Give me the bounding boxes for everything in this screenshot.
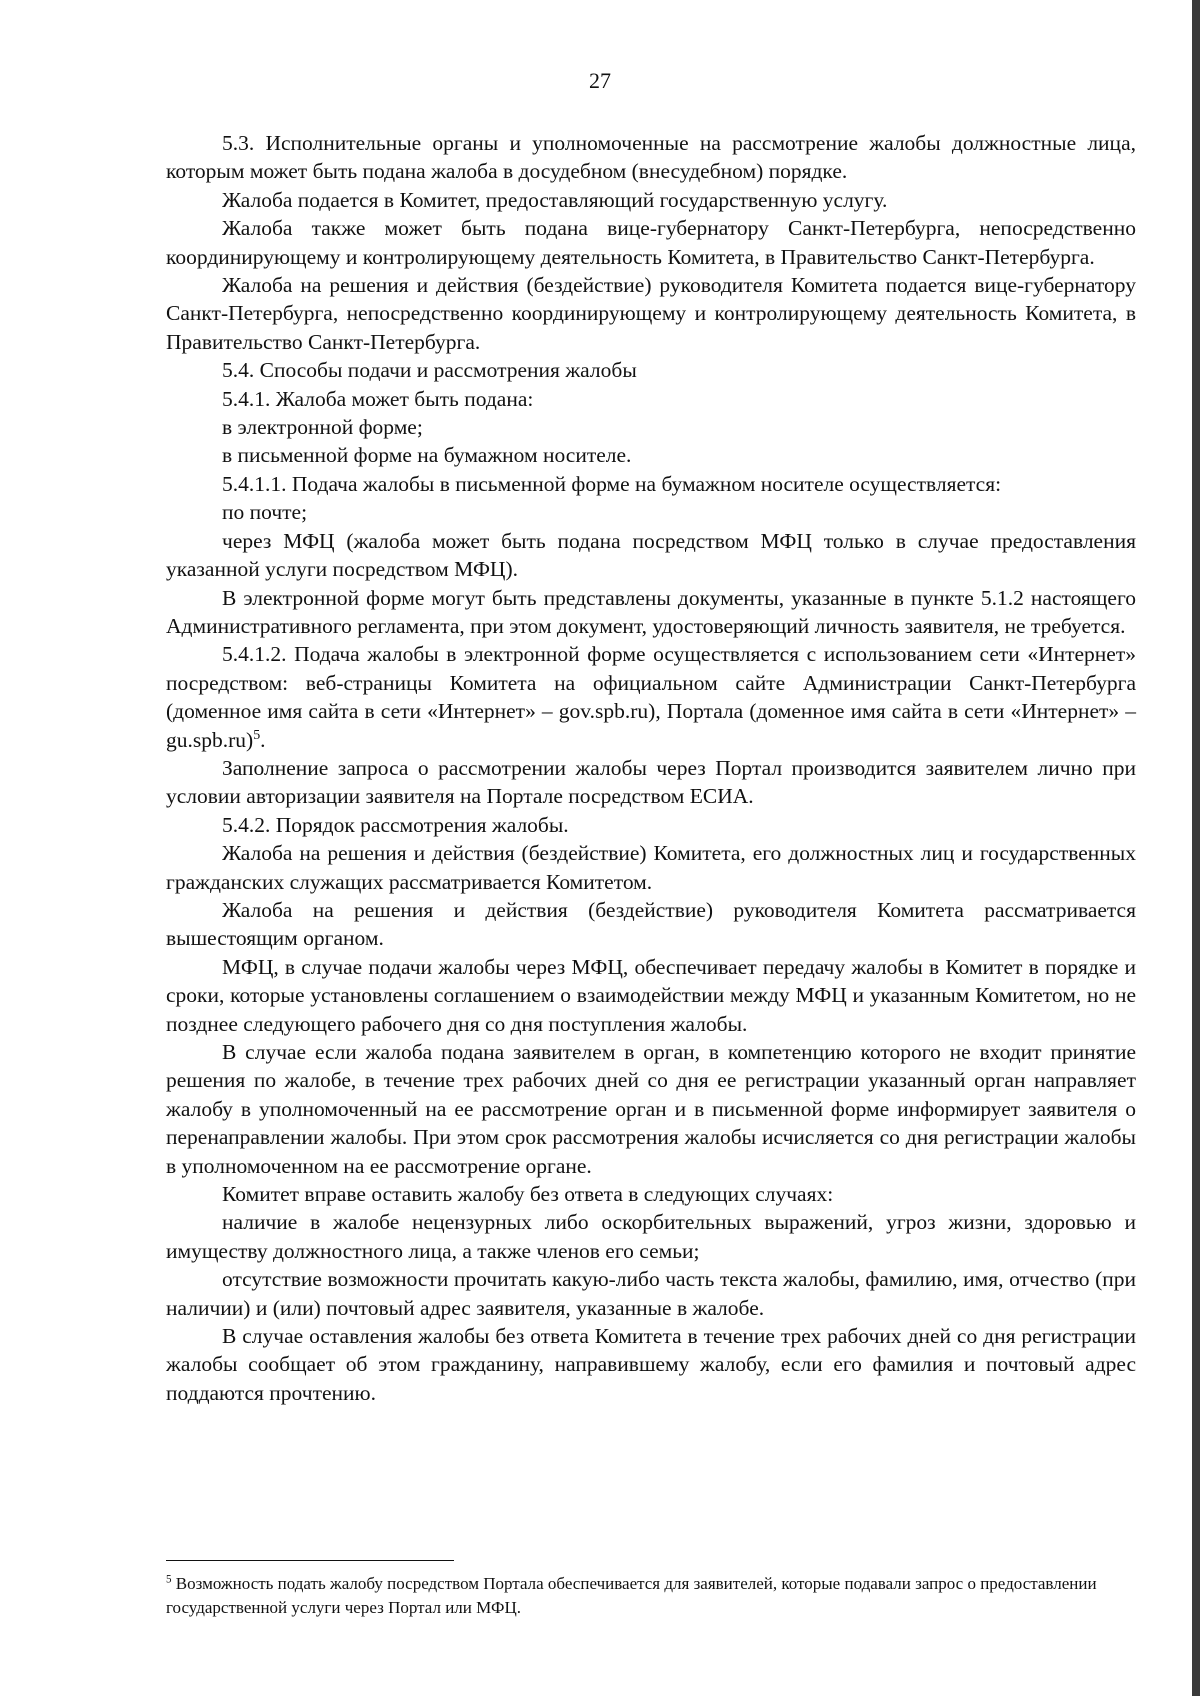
paragraph-5-3: 5.3. Исполнительные органы и уполномоченные на рассмотрение жалобы должностные лица, которым может быть подана жалоба в досудебном (внесудебном) порядке. xyxy=(166,131,1136,184)
paragraph-higher-body-review: Жалоба на решения и действия (бездействие) руководителя Комитета рассматривается вышестоящим органом. xyxy=(166,897,1136,951)
paragraph-obscene-language: наличие в жалобе нецензурных либо оскорбительных выражений, угроз жизни, здоровью и имуществу должностного лица, а также членов его семьи; xyxy=(166,1210,1136,1263)
page-number: 27 xyxy=(589,68,611,93)
paragraph-committee-review: Жалоба на решения и действия (бездействие) Комитета, его должностных лиц и государственных гражданских служащих рассматривается Комитетом. xyxy=(166,841,1136,894)
paragraph-leave-unanswered: Комитет вправе оставить жалобу без ответа в следующих случаях: xyxy=(222,1182,834,1207)
paragraph-notify-citizen: В случае оставления жалобы без ответа Комитета в течение трех рабочих дней со дня регистрации жалобы сообщает об этом гражданину, направившему жалобу, если его фамилия и почтовый адрес поддаются прочтению. xyxy=(166,1324,1136,1405)
paragraph-5-4-1-2-text: 5.4.1.2. Подача жалобы в электронной форме осуществляется с использованием сети «Интернет» посредством: веб-страницы Комитета на официальном сайте Администрации Санкт-Петербурга (доменное имя сайта в сети «Интернет» – gov.spb.ru), Портала (доменное имя сайта в сети «Интернет» – gu.spb.ru) xyxy=(166,642,1136,752)
paragraph-5-4-1: 5.4.1. Жалоба может быть подана: xyxy=(222,386,534,411)
footnote xyxy=(166,1572,1136,1620)
footnote-marker: 5 xyxy=(166,1573,172,1586)
scan-page-edge xyxy=(1192,0,1200,1696)
footnote-reference: 5 xyxy=(253,727,261,743)
paragraph-5-4-1-2 xyxy=(166,640,1136,754)
paragraph-5-4-1-1: 5.4.1.1. Подача жалобы в письменной форме на бумажном носителе осуществляется: xyxy=(222,471,1002,496)
paragraph-redirect: В случае если жалоба подана заявителем в орган, в компетенцию которого не входит принятие решения по жалобе, в течение трех рабочих дней со дня ее регистрации указанный орган направляет жалобу в уполномоченный на ее рассмотрение орган и в письменной форме информирует заявителя о перенаправлении жалобы. При этом срок рассмотрения жалобы исчисляется со дня регистрации жалобы в уполномоченном на ее рассмотрение органе. xyxy=(166,1040,1136,1178)
paragraph-electronic-form: в электронной форме; xyxy=(222,415,423,440)
paragraph-via-mfc: через МФЦ (жалоба может быть подана посредством МФЦ только в случае предоставления указанной услуги посредством МФЦ). xyxy=(166,528,1136,582)
paragraph-complaint-to-vice-governor: Жалоба также может быть подана вице-губернатору Санкт-Петербурга, непосредственно координирующему и контролирующему деятельность Комитета, в Правительство Санкт-Петербурга. xyxy=(166,216,1136,269)
paragraph-complaint-to-committee: Жалоба подается в Комитет, предоставляющий государственную услугу. xyxy=(222,187,888,212)
footnote-separator xyxy=(166,1560,454,1561)
paragraph-mfc-transfer: МФЦ, в случае подачи жалобы через МФЦ, обеспечивает передачу жалобы в Комитет в порядке и сроки, которые установлены соглашением о взаимодействии между МФЦ и указанным Комитетом, но не позднее следующего рабочего дня со дня поступления жалобы. xyxy=(166,954,1136,1036)
paragraph-unreadable: отсутствие возможности прочитать какую-либо часть текста жалобы, фамилию, имя, отчество (при наличии) и (или) почтовый адрес заявителя, указанные в жалобе. xyxy=(166,1267,1136,1320)
document-body xyxy=(166,129,1136,1407)
paragraph-paper-form: в письменной форме на бумажном носителе. xyxy=(222,443,632,468)
paragraph-by-post: по почте; xyxy=(222,500,308,525)
paragraph-portal-request: Заполнение запроса о рассмотрении жалобы через Портал производится заявителем лично при условии авторизации заявителя на Портале посредством ЕСИА. xyxy=(166,755,1136,809)
paragraph-5-4-2: 5.4.2. Порядок рассмотрения жалобы. xyxy=(222,812,569,837)
paragraph-complaint-on-head: Жалоба на решения и действия (бездействие) руководителя Комитета подается вице-губернатору Санкт-Петербурга, непосредственно координирующему и контролирующему деятельность Комитета, в Правительство Санкт-Петербурга. xyxy=(166,273,1136,354)
paragraph-electronic-documents: В электронной форме могут быть представлены документы, указанные в пункте 5.1.2 настоящего Административного регламента, при этом документ, удостоверяющий личность заявителя, не требуется. xyxy=(166,585,1136,638)
paragraph-5-4-1-2-end: . xyxy=(260,727,266,752)
footnote-text: Возможность подать жалобу посредством Портала обеспечивается для заявителей, которые подавали запрос о предоставлении государственной услуги через Портал или МФЦ. xyxy=(166,1574,1097,1617)
paragraph-5-4: 5.4. Способы подачи и рассмотрения жалобы xyxy=(222,358,637,383)
